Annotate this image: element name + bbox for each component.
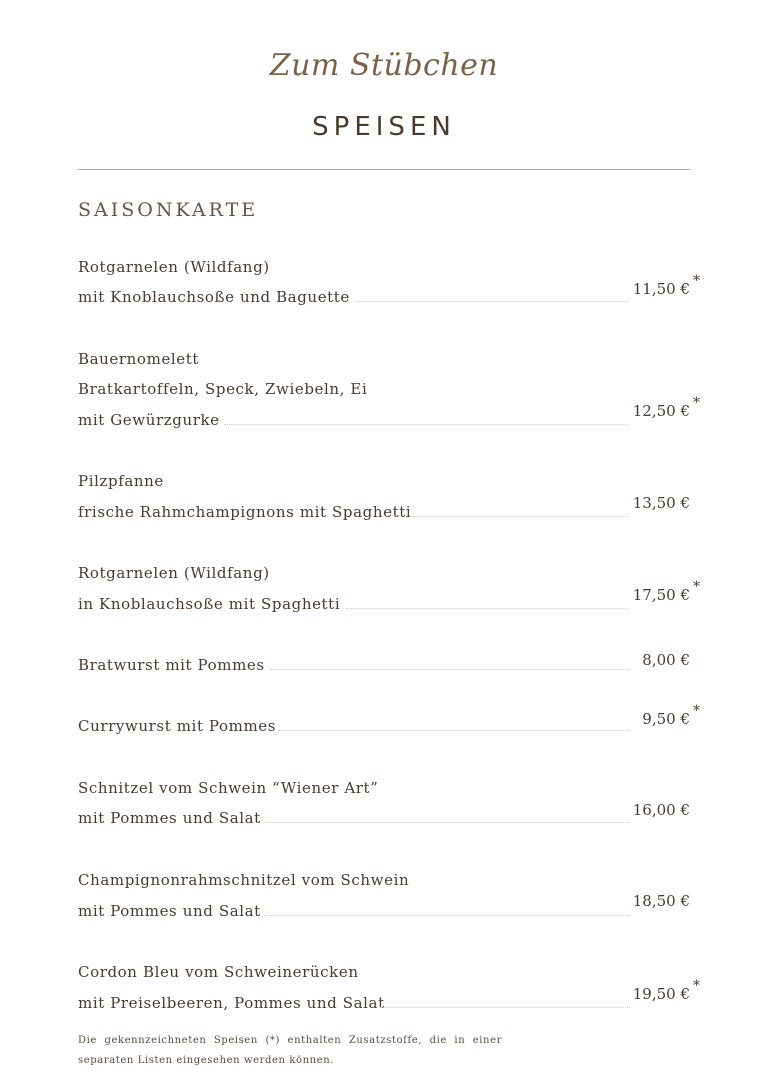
- leader-dots: [380, 1007, 630, 1008]
- section-title: SAISONKARTE: [78, 199, 259, 221]
- item-price: 11,50 €: [632, 280, 690, 298]
- divider: [78, 169, 690, 170]
- item-title: Bratwurst mit Pommes: [78, 656, 265, 674]
- item-title: Cordon Bleu vom Schweinerücken: [78, 963, 359, 981]
- item-description: in Knoblauchsoße mit Spaghetti: [78, 595, 341, 613]
- item-description: mit Preiselbeeren, Pommes und Salat: [78, 994, 385, 1012]
- additive-marker: *: [693, 273, 700, 289]
- leader-dots: [412, 516, 628, 517]
- item-price: 19,50 €: [632, 985, 690, 1003]
- item-price: 13,50 €: [632, 494, 690, 512]
- additives-footnote: Die gekennzeichneten Speisen (*) enthalten Zusatzstoffe, die in einer separaten Listen eingesehen werden können.: [78, 1035, 502, 1066]
- additive-marker: *: [693, 978, 700, 994]
- item-description: mit Pommes und Salat: [78, 809, 261, 827]
- page-title: SPEISEN: [312, 112, 456, 142]
- leader-dots: [278, 730, 630, 731]
- leader-dots: [224, 424, 628, 425]
- additive-marker: *: [693, 703, 700, 719]
- item-title: Pilzpfanne: [78, 472, 164, 490]
- item-price: 12,50 €: [632, 402, 690, 420]
- leader-dots: [264, 822, 630, 823]
- leader-dots: [264, 915, 630, 916]
- leader-dots: [270, 669, 630, 670]
- item-title: Champignonrahmschnitzel vom Schwein: [78, 871, 410, 889]
- item-price: 17,50 €: [632, 586, 690, 604]
- additive-marker: *: [693, 395, 700, 411]
- item-title: Schnitzel vom Schwein “Wiener Art”: [78, 779, 379, 797]
- additive-marker: *: [693, 579, 700, 595]
- item-title: Rotgarnelen (Wildfang): [78, 258, 270, 276]
- item-title: Currywurst mit Pommes: [78, 717, 277, 735]
- item-description: mit Knoblauchsoße und Baguette: [78, 288, 350, 306]
- item-price: 8,00 €: [642, 651, 690, 669]
- restaurant-name: Zum Stübchen: [269, 48, 499, 83]
- item-title: Rotgarnelen (Wildfang): [78, 564, 270, 582]
- item-price: 16,00 €: [632, 801, 690, 819]
- item-title: Bauernomelett: [78, 350, 199, 368]
- leader-dots: [356, 301, 628, 302]
- leader-dots: [346, 608, 628, 609]
- item-description: mit Pommes und Salat: [78, 902, 261, 920]
- item-description: mit Gewürzgurke: [78, 411, 220, 429]
- item-price: 18,50 €: [632, 892, 690, 910]
- item-description: frische Rahmchampignons mit Spaghetti: [78, 503, 412, 521]
- item-price: 9,50 €: [642, 710, 690, 728]
- item-description: Bratkartoffeln, Speck, Zwiebeln, Ei: [78, 380, 368, 398]
